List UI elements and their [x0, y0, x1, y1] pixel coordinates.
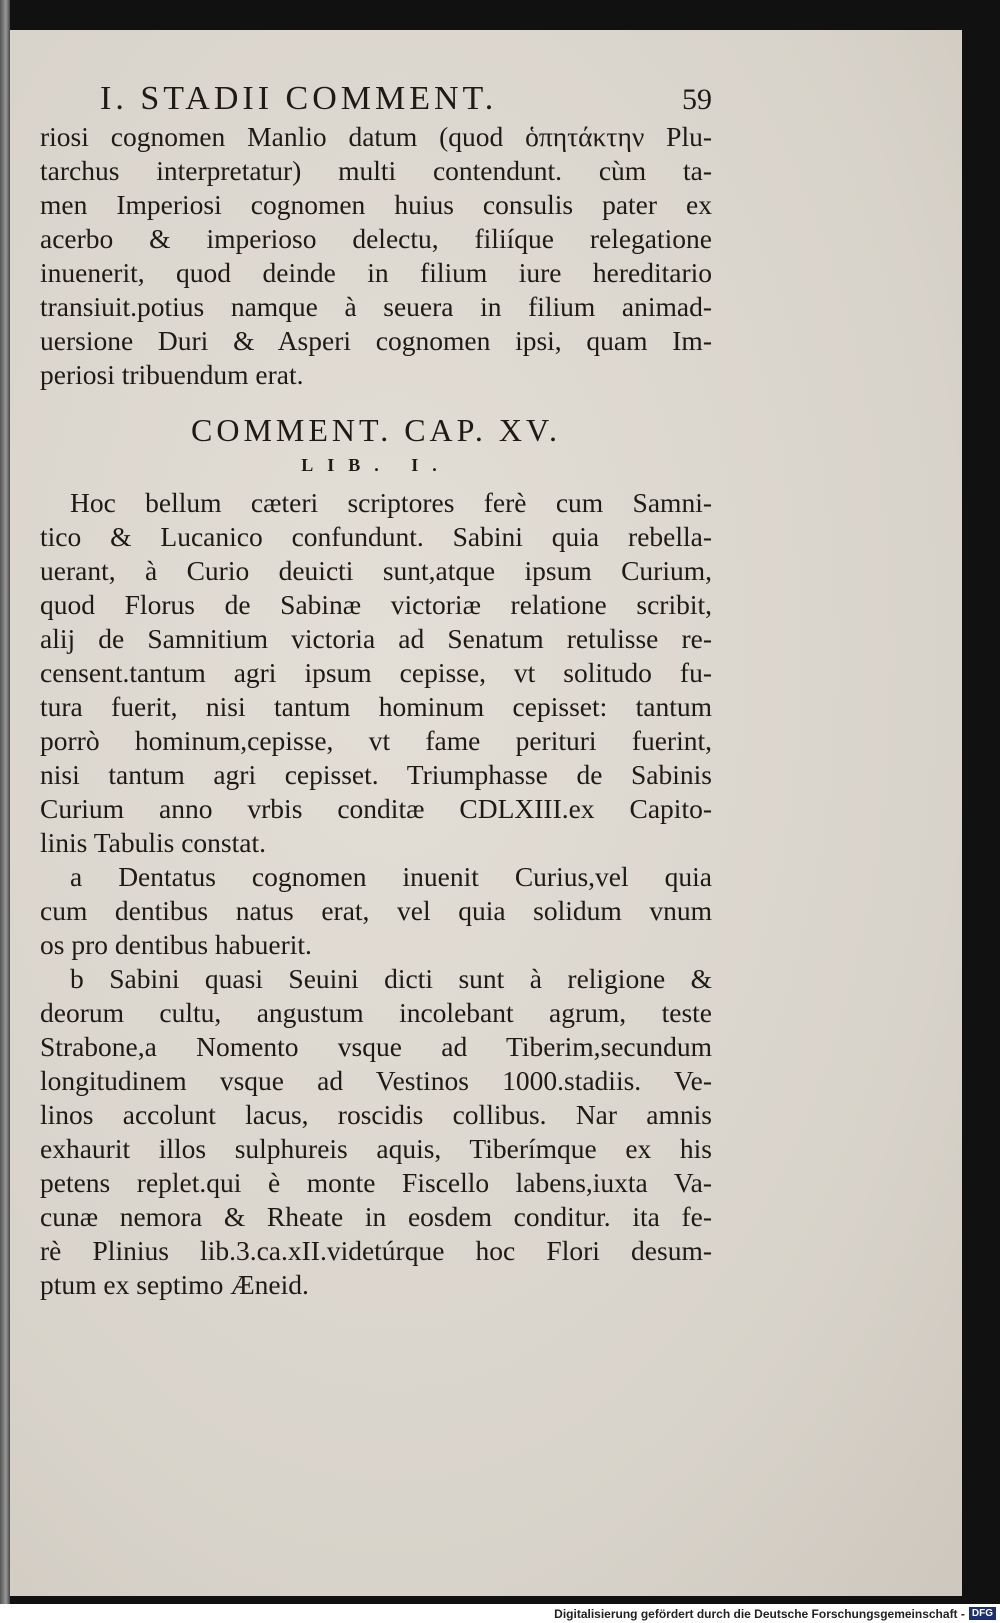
text-line: longitudinem vsque ad Vestinos 1000.stadiis. Ve- — [40, 1065, 712, 1096]
text-line: acerbo & imperioso delectu, filiíque relegatione — [40, 223, 712, 254]
text-line: quod Florus de Sabinæ victoriæ relatione scribit, — [40, 589, 712, 620]
text-line: deorum cultu, angustum incolebant agrum, teste — [40, 997, 712, 1028]
text-block — [40, 80, 712, 1302]
main-paragraph — [40, 486, 712, 860]
footer-credit — [0, 1604, 1000, 1623]
top-paragraph — [40, 120, 712, 392]
note-b — [40, 962, 712, 1302]
footer-credit-text: Digitalisierung gefördert durch die Deutsche Forschungsgemeinschaft - — [554, 1606, 965, 1621]
text-line: uerant, à Curio deuicti sunt,atque ipsum Curium, — [40, 555, 712, 586]
dfg-logo: DFG — [969, 1607, 996, 1620]
text-line: uersione Duri & Asperi cognomen ipsi, quam Im- — [40, 325, 712, 356]
text-line: b Sabini quasi Seuini dicti sunt à religione & — [70, 963, 712, 994]
text-line: tico & Lucanico confundunt. Sabini quia rebella- — [40, 521, 712, 552]
text-line: censent.tantum agri ipsum cepisse, vt solitudo fu- — [40, 657, 712, 688]
text-line: rè Plinius lib.3.ca.xII.videtúrque hoc Flori desum- — [40, 1235, 712, 1266]
text-line: transiuit.potius namque à seuera in filium animad- — [40, 291, 712, 322]
book-spine-edge — [0, 0, 10, 1604]
running-head-title: I. STADII COMMENT. — [100, 80, 498, 117]
section-title: COMMENT. CAP. XV. — [191, 412, 561, 448]
text-line: periosi tribuendum erat. — [40, 359, 304, 390]
text-line: cunæ nemora & Rheate in eosdem conditur. ita fe- — [40, 1201, 712, 1232]
text-line: tarchus interpretatur) multi contendunt. cùm ta- — [40, 155, 712, 186]
text-line: nisi tantum agri cepisset. Triumphasse de Sabinis — [40, 759, 712, 790]
text-line: porrò hominum,cepisse, vt fame perituri fuerint, — [40, 725, 712, 756]
page-number: 59 — [682, 83, 712, 116]
text-line: men Imperiosi cognomen huius consulis pater ex — [40, 189, 712, 220]
text-line: linos accolunt lacus, roscidis collibus. Nar amnis — [40, 1099, 712, 1130]
book-page — [10, 30, 962, 1596]
text-line: exhaurit illos sulphureis aquis, Tiberímque ex his — [40, 1133, 712, 1164]
text-line: tura fuerit, nisi tantum hominum cepisset: tantum — [40, 691, 712, 722]
text-line: cum dentibus natus erat, vel quia solidum vnum — [40, 895, 712, 926]
text-line: Strabone,a Nomento vsque ad Tiberim,secundum — [40, 1031, 712, 1062]
text-line: inuenerit, quod deinde in filium iure hereditario — [40, 257, 712, 288]
note-a — [40, 860, 712, 962]
section-subtitle: LIB. I. — [301, 455, 451, 475]
text-line: linis Tabulis constat. — [40, 827, 266, 858]
text-line: Hoc bellum cæteri scriptores ferè cum Samni- — [70, 487, 712, 518]
text-line: petens replet.qui è monte Fiscello labens,iuxta Va- — [40, 1167, 712, 1198]
running-head — [100, 80, 712, 118]
text-line: riosi cognomen Manlio datum (quod ὁπητάκτην Plu- — [40, 121, 712, 152]
text-line: alij de Samnitium victoria ad Senatum retulisse re- — [40, 623, 712, 654]
text-line: ptum ex septimo Æneid. — [40, 1269, 309, 1300]
text-line: a Dentatus cognomen inuenit Curius,vel quia — [70, 861, 712, 892]
text-line: os pro dentibus habuerit. — [40, 929, 312, 960]
text-line: Curium anno vrbis conditæ CDLXIII.ex Capito- — [40, 793, 712, 824]
